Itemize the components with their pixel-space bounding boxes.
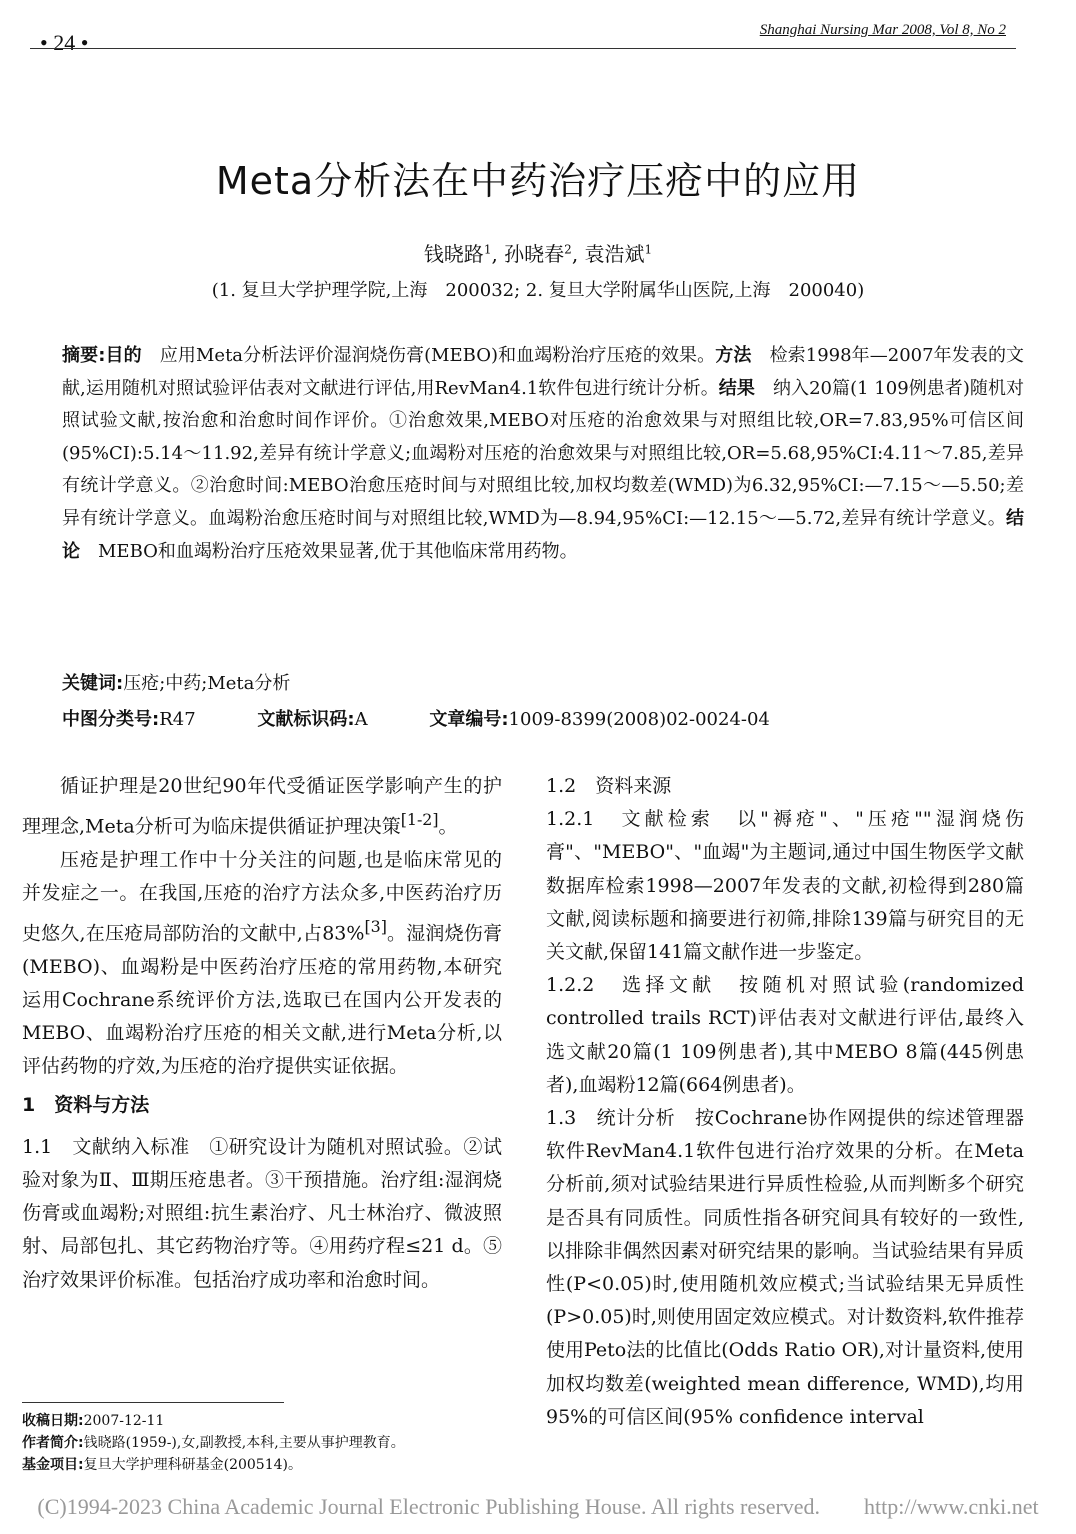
intro-text: 循证护理是20世纪90年代受循证医学影响产生的护理理念,Meta分析可为临床提供循证护理决策 [22, 775, 502, 838]
author-name: 孙晓春 [504, 242, 565, 266]
doc-code-value: A [354, 709, 368, 730]
subsection-label: 1.3 统计分析 [546, 1107, 676, 1130]
intro-text-cont: 。湿润烧伤膏(MEBO)、血竭粉是中医药治疗压疮的常用药物,本研究运用Cochrane系统评价方法,选取已在国内公开发表的MEBO、血竭粉治疗压疮的相关文献,进行Meta分析,以评估药物的疗效,为压疮的治疗提供实证依据。 [22, 922, 502, 1078]
bio-value: 钱晓路(1959-),女,副教授,本科,主要从事护理教育。 [83, 1435, 405, 1451]
subsection-1-3 [546, 1102, 1024, 1434]
keywords-label: 关键词: [62, 673, 124, 694]
header-rule [30, 48, 1016, 49]
objective-label: 目的 [105, 345, 142, 366]
affiliation: (1. 复旦大学护理学院,上海 200032; 2. 复旦大学附属华山医院,上海 200040) [211, 280, 865, 301]
keywords [62, 669, 290, 695]
article-title: Meta分析法在中药治疗压疮中的应用 [215, 159, 861, 203]
footnote-rule [22, 1402, 284, 1403]
subsection-label: 1.1 文献纳入标准 [22, 1135, 190, 1158]
clc-label: 中图分类号: [62, 709, 160, 730]
abstract [62, 340, 1024, 568]
subsection-1-1 [22, 1131, 502, 1297]
citation: [1-2] [400, 810, 439, 830]
intro-text: 压疮是护理工作中十分关注的问题,也是临床常见的并发症之一。在我国,压疮的治疗方法众多,中医药治疗历史悠久,在压疮局部防治的文献中,占83% [22, 848, 502, 945]
section-heading: 1 资料与方法 [22, 1094, 150, 1117]
author-sup: 2 [564, 242, 572, 257]
results-label: 结果 [718, 377, 755, 399]
methods-label: 方法 [715, 345, 752, 366]
abstract-label: 摘要: [62, 345, 106, 366]
keywords-text: 压疮;中药;Meta分析 [123, 673, 291, 694]
subsection-text: 按随机对照试验(randomized controlled trails RCT)评估表对文献进行评估,最终入选文献20篇(1 109例患者),其中MEBO 8篇(445例患者),血竭粉12篇(664例患者)。 [546, 974, 1024, 1096]
author-name: 袁浩斌 [584, 242, 645, 266]
subsection-text: ①研究设计为随机对照试验。②试验对象为Ⅱ、Ⅲ期压疮患者。③干预措施。治疗组:湿润烧伤膏或血竭粉;对照组:抗生素治疗、凡士林治疗、微波照射、局部包扎、其它药物治疗等。④用药疗程≤21 d。⑤治疗效果评价标准。包括治疗成功率和治愈时间。 [22, 1135, 502, 1291]
author-name: 钱晓路 [423, 242, 484, 266]
journal-running-head: Shanghai Nursing Mar 2008, Vol 8, No 2 [759, 22, 1006, 38]
body-left-column [22, 770, 502, 1297]
subsection-text: 按Cochrane协作网提供的综述管理器软件RevMan4.1软件包进行治疗效果的分析。在Meta分析前,须对试验结果进行异质性检验,从而判断多个研究是否具有同质性。同质性指各研究间具有较好的一致性,以排除非偶然因素对研究结果的影响。当试验结果有异质性(P<0.05)时,使用随机效应模式;当试验结果无异质性(P>0.05)时,则使用固定效应模式。对计数资料,软件推荐使用Peto法的比值比(Odds Ratio OR),对计量资料,使用加权均数差(weighted mean difference, WMD),均用95%的可信区间(95% confidence interval [546, 1107, 1024, 1428]
fund-value: 复旦大学护理科研基金(200514)。 [83, 1457, 302, 1473]
doc-code-label: 文献标识码: [257, 709, 355, 730]
conclusion-label: 结论 [62, 507, 1024, 562]
page-number: • 24 • [40, 30, 89, 55]
subsection-label: 1.2.1 文献检索 [546, 808, 714, 831]
bio-label: 作者简介: [22, 1435, 84, 1451]
author-bio [22, 1432, 522, 1454]
fund-label: 基金项目: [22, 1457, 84, 1473]
results-text: 纳入20篇(1 109例患者)随机对照试验文献,按治愈和治愈时间作评价。①治愈效果,MEBO对压疮的治愈效果与对照组比较,OR=7.83,95%可信区间(95%CI):5.14～11.92,差异有统计学意义;血竭粉对压疮的治愈效果与对照组比较,OR=5.68,95%CI:4.11～7.85,差异有统计学意义。②治愈时间:MEBO治愈压疮时间与对照组比较,加权均数差(WMD)为6.32,95%CI:—7.15～—5.50;差异有统计学意义。血竭粉治愈压疮时间与对照组比较,WMD为—8.94,95%CI:—12.15～—5.72,差异有统计学意义。 [62, 377, 1025, 529]
author-sup: 1 [483, 242, 492, 257]
footnotes [22, 1410, 522, 1476]
classification-line [62, 705, 1022, 731]
received-date [22, 1410, 522, 1432]
subsection-1-2-2 [546, 969, 1024, 1102]
received-value: 2007-12-11 [83, 1413, 165, 1429]
article-number-value: 1009-8399(2008)02-0024-04 [508, 709, 770, 730]
body-right-column [546, 770, 1024, 1434]
intro-text-end: 。 [438, 815, 458, 838]
article-number-label: 文章编号: [429, 709, 509, 730]
author-sup: 1 [644, 242, 653, 257]
subsection-heading: 1.2 资料来源 [546, 775, 672, 797]
author-list: 钱晓路$^1$, 孙晓春$^2$, 袁浩斌$^1$ [423, 242, 653, 266]
fund-project [22, 1454, 522, 1476]
subsection-label: 1.2.2 选择文献 [546, 974, 716, 997]
conclusion-text: MEBO和血竭粉治疗压疮效果显著,优于其他临床常用药物。 [98, 540, 578, 562]
methods-text: 检索1998年—2007年发表的文献,运用随机对照试验评估表对文献进行评估,用RevMan4.1软件包进行统计分析。 [62, 345, 1025, 399]
citation: [3] [364, 917, 387, 937]
clc-value: R47 [159, 709, 196, 730]
objective-text: 应用Meta分析法评价湿润烧伤膏(MEBO)和血竭粉治疗压疮的效果。 [159, 345, 716, 366]
subsection-text: 以"褥疮"、"压疮""湿润烧伤膏"、"MEBO"、"血竭"为主题词,通过中国生物医学文献数据库检索1998—2007年发表的文献,初检得到280篇文献,阅读标题和摘要进行初筛,排除139篇与研究目的无关文献,保留141篇文献作进一步鉴定。 [546, 808, 1024, 964]
intro-paragraph-2 [22, 844, 502, 1084]
copyright-watermark: (C)1994-2023 China Academic Journal Electronic Publishing House. All rights reserved. http://www.cnki.net [37, 1494, 1039, 1519]
intro-paragraph-1 [22, 770, 502, 844]
subsection-1-2-1 [546, 803, 1024, 969]
received-label: 收稿日期: [22, 1413, 84, 1429]
